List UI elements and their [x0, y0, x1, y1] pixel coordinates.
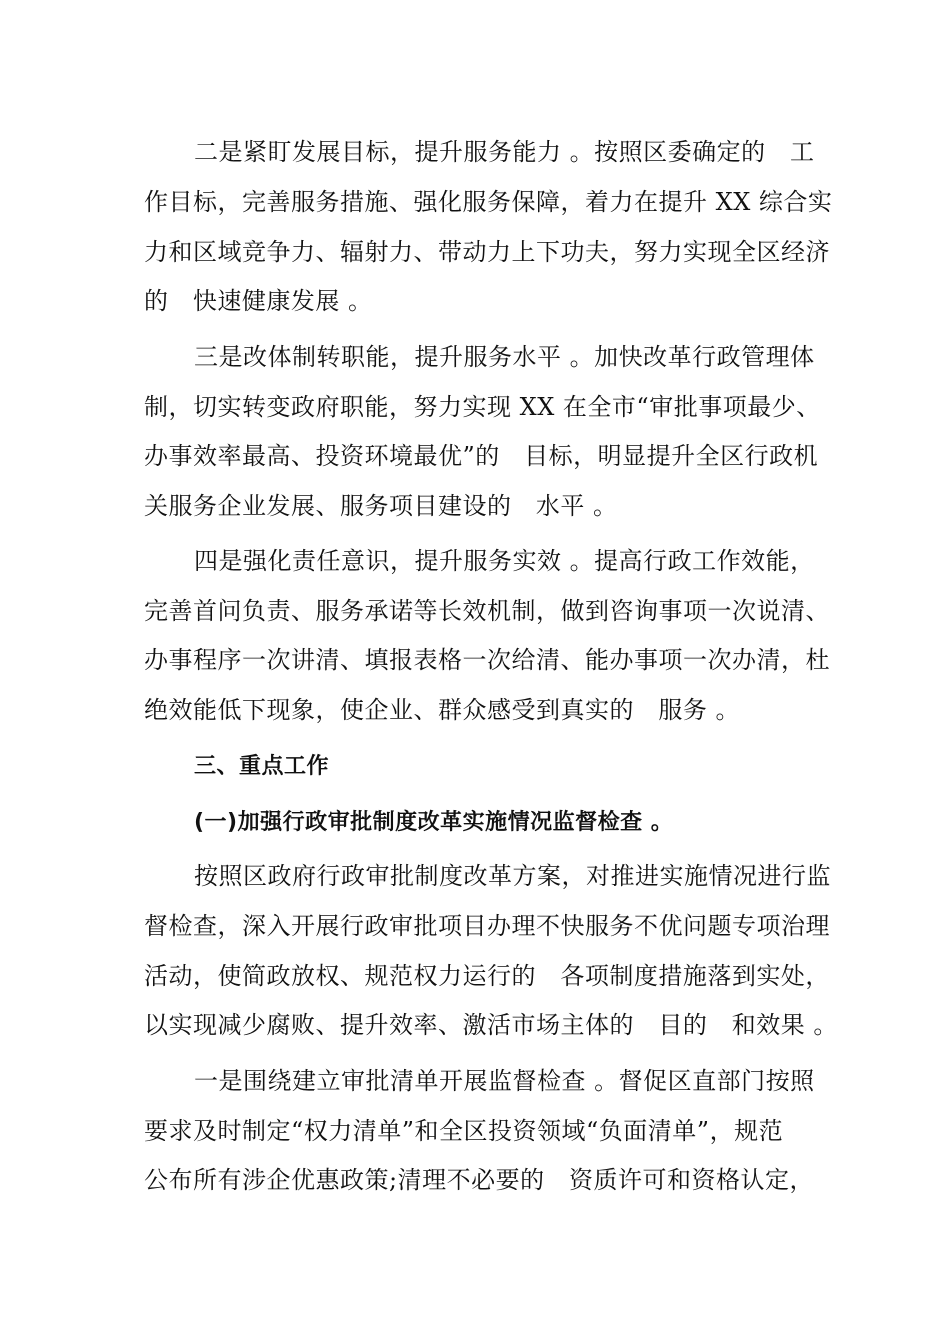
- paragraph-line: 的 快速健康发展 。: [144, 287, 373, 315]
- paragraph-line: 以实现减少腐败、提升效率、激活市场主体的 目的 和效果 。: [144, 1011, 838, 1039]
- section-heading: 三、重点工作: [194, 754, 330, 779]
- paragraph-line: 办事效率最高、投资环境最优”的 目标，明显提升全区行政机: [144, 442, 819, 470]
- paragraph-line: 要求及时制定“权力清单”和全区投资领域“负面清单”，规范: [144, 1117, 784, 1145]
- paragraph-line: 制，切实转变政府职能，努力实现 XX 在全市“审批事项最少、: [144, 393, 821, 421]
- paragraph-line: 办事程序一次讲清、填报表格一次给清、能办事项一次办清，杜: [144, 646, 830, 674]
- paragraph-line: 作目标，完善服务措施、强化服务保障，着力在提升 XX 综合实: [144, 188, 833, 216]
- paragraph-line: 一是围绕建立审批清单开展监督检查 。督促区直部门按照: [194, 1067, 815, 1095]
- paragraph-line: 按照区政府行政审批制度改革方案，对推进实施情况进行监: [194, 862, 831, 890]
- paragraph-line: 完善首问负责、服务承诺等长效机制，做到咨询事项一次说清、: [144, 597, 830, 625]
- paragraph-line: 绝效能低下现象，使企业、群众感受到真实的 服务 。: [144, 696, 741, 724]
- subsection-heading: (一)加强行政审批制度改革实施情况监督检查 。: [194, 810, 674, 835]
- paragraph-line: 四是强化责任意识，提升服务实效 。提高行政工作效能，: [194, 547, 815, 575]
- paragraph-line: 三是改体制转职能，提升服务水平 。加快改革行政管理体: [194, 343, 815, 371]
- paragraph-line: 关服务企业发展、服务项目建设的 水平 。: [144, 492, 618, 520]
- paragraph-line: 二是紧盯发展目标，提升服务能力 。按照区委确定的 工: [194, 138, 815, 166]
- paragraph-line: 督检查，深入开展行政审批项目办理不快服务不优问题专项治理: [144, 912, 830, 940]
- paragraph-line: 公布所有涉企优惠政策;清理不必要的 资质许可和资格认定，: [144, 1166, 814, 1194]
- paragraph-line: 力和区域竞争力、辐射力、带动力上下功夫，努力实现全区经济: [144, 238, 830, 266]
- paragraph-line: 活动，使简政放权、规范权力运行的 各项制度措施落到实处，: [144, 962, 830, 990]
